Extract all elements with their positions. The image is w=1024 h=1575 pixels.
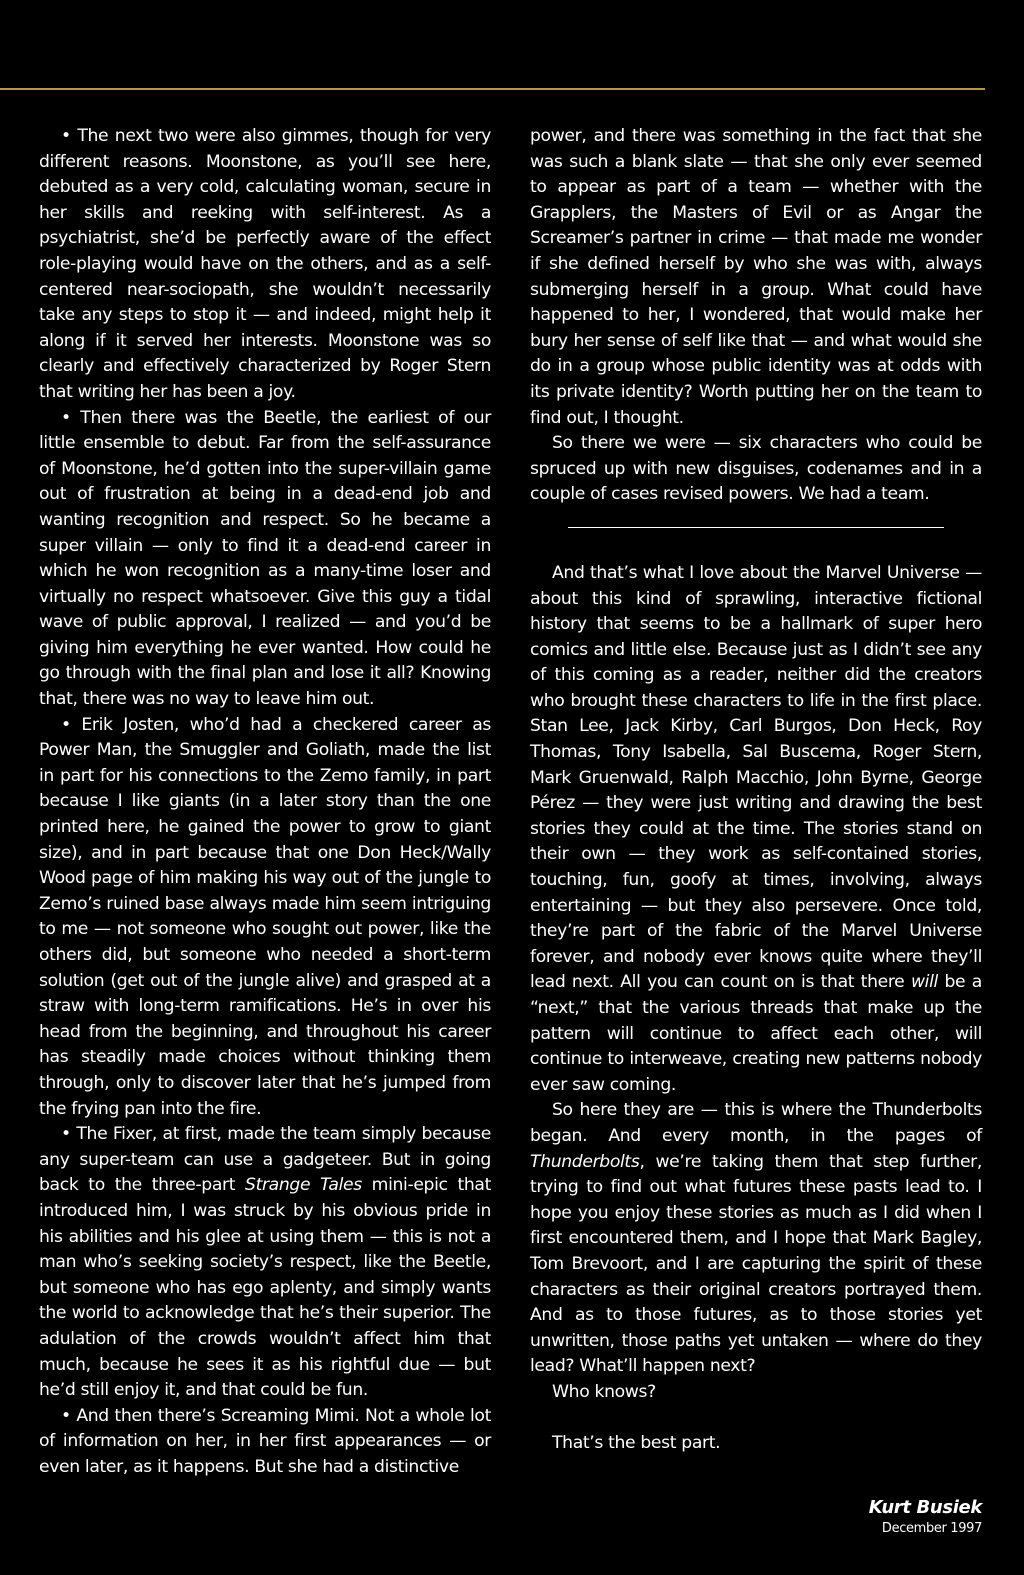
paragraph-here-text-end: , we’re taking them that step further, trying to find out what futures these pasts lead to. I hope you enjoy these stories as much as I did when I first encountered them, and I hope that Mark Bagley, Tom Brevoort, and I are capturing the spirit of these characters as their original creators portrayed them. And as to those futures, as to those stories yet unwritten, those paths yet untaken — where do they lead? What’ll happen next? <box>530 1151 982 1377</box>
paragraph-here-they-are <box>530 1098 982 1380</box>
section-divider <box>568 527 944 528</box>
paragraph-fixer-text-start: • The Fixer, at first, made the team simply because any super-team can use a gadgeteer. But in going back to the three-part <box>39 1124 491 1196</box>
signature-date: December 1997 <box>881 1520 982 1536</box>
paragraph-mimi-continued: power, and there was something in the fact that she was such a blank slate — that she only ever seemed to appear as part of a team — whether with the Grapplers, the Masters of Evil or as Angar the Screamer’s partner in crime — that made me wonder if she defined herself by who she was with, always submerging herself in a group. What could have happened to her, I wondered, that would make her bury her sense of self like that — and what would she do in a group whose public identity was at odds with its private identity? Worth putting her on the team to find out, I thought. <box>530 126 982 428</box>
paragraph-fixer-text-end: mini-epic that introduced him, I was struck by his obvious pride in his abilities and his glee at using them — this is not a man who’s seeking society’s respect, like the Beetle, but someone who has ego aplenty, and simply wants the world to acknowledge that he’s their superior. The adulation of the crowds wouldn’t affect him that much, because he sees it as his rightful due — but he’d still enjoy it, and that could be fun. <box>39 1175 491 1401</box>
blank-line <box>530 1406 982 1432</box>
paragraph-marvel-text-end: be a “next,” that the various threads that make up the pattern will continue to affect each other, will continue to interweave, creating new patterns nobody ever saw coming. <box>530 972 982 1095</box>
paragraph-who-knows: Who knows? <box>552 1381 656 1402</box>
paragraph-marvel-universe <box>530 561 982 1098</box>
paragraph-here-text-start: So here they are — this is where the Thunderbolts began. And every month, in the pages of <box>530 1100 982 1146</box>
signature-block <box>530 1496 982 1537</box>
paragraph-fixer <box>39 1122 491 1404</box>
left-column <box>39 124 491 1480</box>
top-gold-rule <box>0 88 985 90</box>
paragraph-beetle: • Then there was the Beetle, the earliest of our little ensemble to debut. Far from the self-assurance of Moonstone, he’d gotten into the super-villain game out of frustration at being in a dead-end job and wanting recognition and respect. So he became a super villain — only to find it a dead-end career in which he won recognition as a many-time loser and virtually no respect whatsoever. Give this guy a tidal wave of public approval, I realized — and you’d be giving him everything he ever wanted. How could he go through with the final plan and lose it all? Knowing that, there was no way to leave him out. <box>39 407 491 710</box>
signature-author: Kurt Busiek <box>868 1496 982 1518</box>
paragraph-screaming-mimi: • And then there’s Screaming Mimi. Not a whole lot of information on her, in her first appearances — or even later, as it happens. But she had a distinctive <box>39 1405 491 1477</box>
paragraph-team: So there we were — six characters who could be spruced up with new disguises, codenames and in a couple of cases revised powers. We had a team. <box>530 433 982 505</box>
paragraph-best-part: That’s the best part. <box>552 1433 721 1454</box>
right-column <box>530 124 982 1537</box>
paragraph-erik-josten: • Erik Josten, who’d had a checkered career as Power Man, the Smuggler and Goliath, made the list in part for his connections to the Zemo family, in part because I like giants (in a later story than the one printed here, he gained the power to grow to giant size), and in part because that one Don Heck/Wally Wood page of him making his way out of the jungle to Zemo’s ruined base always made him seem intriguing to me — not someone who sought out power, like the others did, but someone who needed a short-term solution (get out of the jungle alive) and grasped at a straw with long-term ramifications. He’s in over his head from the beginning, and throughout his career has steadily made choices without thinking them through, only to discover later that he’s jumped from the frying pan into the fire. <box>39 714 491 1119</box>
title-thunderbolts: Thunderbolts <box>530 1151 640 1172</box>
emphasis-will: will <box>910 972 938 993</box>
title-strange-tales: Strange Tales <box>245 1175 362 1196</box>
paragraph-moonstone: • The next two were also gimmes, though for very different reasons. Moonstone, as you’ll see here, debuted as a very cold, calculating woman, secure in her skills and reeking with self-interest. As a psychiatrist, she’d be perfectly aware of the effect role-playing would have on the others, and as a self-centered near-sociopath, she wouldn’t necessarily take any steps to stop it — and indeed, might help it along if it served her interests. Moonstone was so clearly and effectively characterized by Roger Stern that writing her has been a joy. <box>39 126 491 402</box>
paragraph-marvel-text-start: And that’s what I love about the Marvel Universe — about this kind of sprawling, interactive fictional history that seems to be a hallmark of super hero comics and little else. Because just as I didn’t see any of this coming as a reader, neither did the creators who brought these characters to life in the first place. Stan Lee, Jack Kirby, Carl Burgos, Don Heck, Roy Thomas, Tony Isabella, Sal Buscema, Roger Stern, Mark Gruenwald, Ralph Macchio, John Byrne, George Pérez — they were just writing and drawing the best stories they could at the time. The stories stand on their own — they work as self-contained stories, touching, fun, goofy at times, involving, always entertaining — but they also persevere. Once told, they’re part of the fabric of the Marvel Universe forever, and nobody ever knows quite where they’ll lead next. All you can count on is that there <box>530 562 982 993</box>
